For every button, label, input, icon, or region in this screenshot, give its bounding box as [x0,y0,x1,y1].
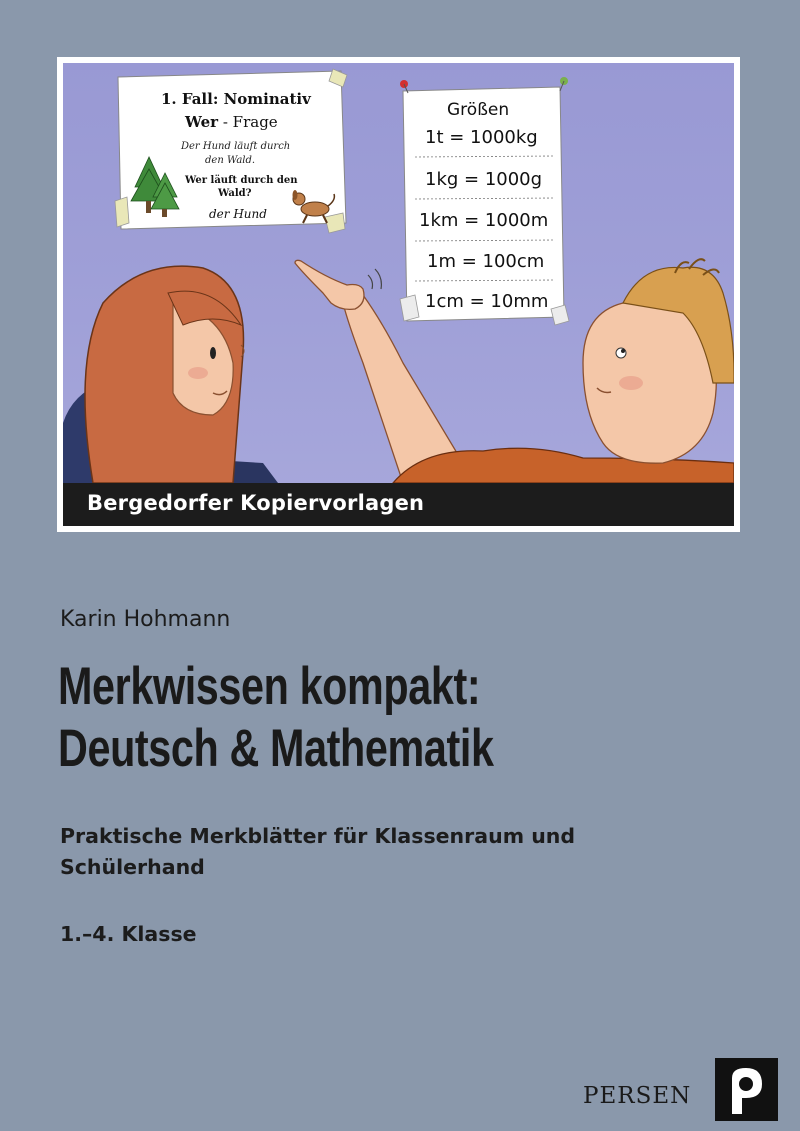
grammar-poster [115,69,347,233]
book-title [58,656,494,780]
cover-illustration-frame [57,57,740,532]
book-subtitle: Praktische Merkblätter für Klassenraum und Schülerhand [60,824,576,879]
series-label: Bergedorfer Kopiervorlagen [87,491,425,515]
units-row-1: 1t = 1000kg [425,127,538,148]
grammar-poster-example-line1: Der Hund läuft durch [181,141,291,152]
author-name: Karin Hohmann [60,607,231,632]
grammar-poster-answer: der Hund [209,207,267,221]
units-poster [400,77,569,325]
book-title-line1: Merkwissen kompakt: [58,657,481,716]
grammar-poster-question-line1: Wer läuft durch den [185,175,298,186]
series-band [63,483,734,526]
units-poster-heading: Größen [447,100,510,120]
units-row-3: 1km = 1000m [419,210,549,231]
publisher-name: PERSEN [583,1083,692,1109]
book-title-line2: Deutsch & Mathematik [58,719,494,778]
units-row-4: 1m = 100cm [427,251,545,272]
svg-text:Wer - Frage [184,113,278,131]
grammar-poster-question-rest: - Frage [218,113,278,131]
grammar-poster-question-word: Wer [185,113,219,131]
grammar-poster-example-line2: den Wald. [205,155,256,166]
grade-level: 1.–4. Klasse [60,922,197,946]
classroom-illustration [63,63,734,483]
grammar-poster-question-line2: Wald? [218,188,252,199]
units-row-2: 1kg = 1000g [425,169,543,190]
publisher-logo-icon [715,1058,778,1121]
grammar-poster-heading: 1. Fall: Nominativ [161,90,311,108]
units-row-5: 1cm = 10mm [425,291,549,312]
